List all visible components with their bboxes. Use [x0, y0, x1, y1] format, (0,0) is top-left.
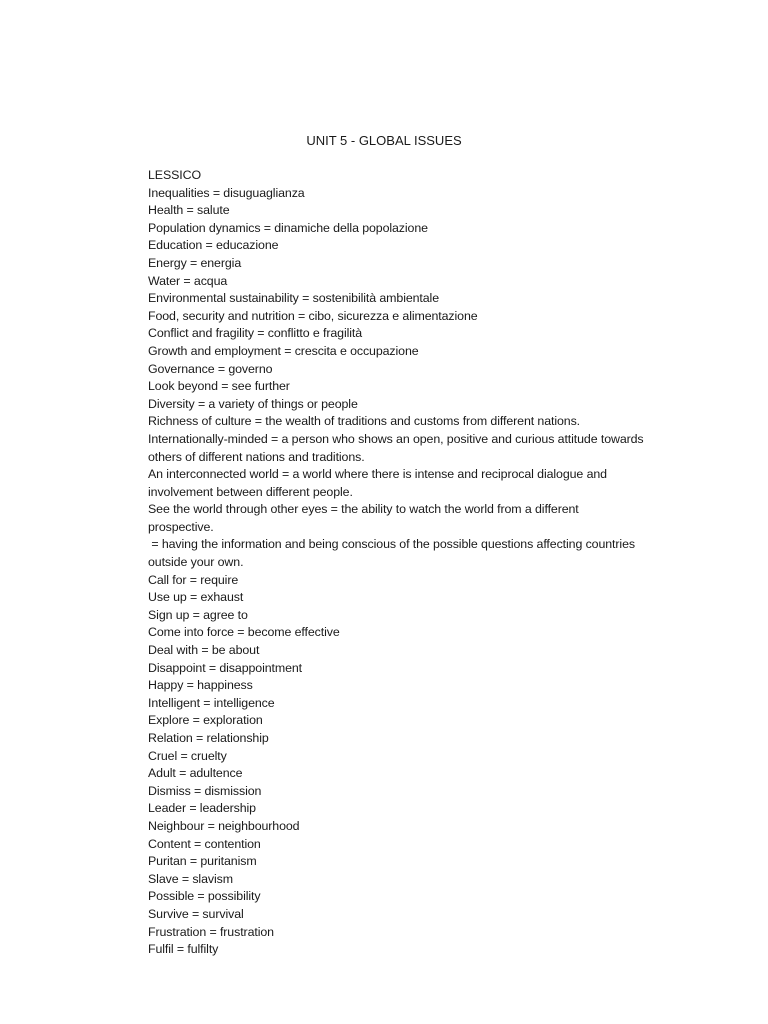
vocab-line: Water = acqua [148, 273, 228, 288]
vocab-line: Explore = exploration [148, 713, 263, 728]
vocab-line: An interconnected world = a world where there is intense and reciprocal dialogue and [148, 467, 607, 482]
vocab-line: = having the information and being conscious of the possible questions affecting countries [148, 537, 635, 552]
vocab-line: Food, security and nutrition = cibo, sicurezza e alimentazione [148, 308, 478, 323]
vocab-line: outside your own. [148, 555, 244, 570]
vocab-line: Puritan = puritanism [148, 854, 257, 869]
vocab-line: Conflict and fragility = conflitto e fragilità [148, 326, 363, 341]
vocab-line: Slave = slavism [148, 871, 233, 886]
vocab-line: Diversity = a variety of things or people [148, 396, 358, 411]
vocab-line: Frustration = frustration [148, 924, 274, 939]
vocab-line: See the world through other eyes = the ability to watch the world from a different [148, 502, 579, 517]
vocab-line: Education = educazione [148, 238, 279, 253]
vocab-line: Happy = happiness [148, 678, 253, 693]
vocab-line: Relation = relationship [148, 731, 269, 745]
vocab-line: Come into force = become effective [148, 625, 340, 640]
vocab-line: Richness of culture = the wealth of traditions and customs from different nations. [148, 414, 581, 429]
vocab-line: prospective. [148, 519, 214, 534]
vocab-line: Environmental sustainability = sostenibilità ambientale [148, 291, 440, 306]
vocab-line: Possible = possibility [148, 889, 261, 904]
vocab-line: Deal with = be about [148, 643, 260, 658]
vocab-line: Population dynamics = dinamiche della popolazione [148, 220, 428, 235]
vocab-line: others of different nations and traditions. [148, 449, 365, 464]
vocabulary-list [148, 167, 668, 959]
vocab-line: involvement between different people. [148, 484, 353, 499]
vocab-line: Look beyond = see further [148, 379, 290, 394]
vocab-line: Dismiss = dismission [148, 783, 262, 798]
vocab-line: Health = salute [148, 203, 230, 218]
vocab-line: Governance = governo [148, 361, 273, 376]
vocab-line: Fulfil = fulfilty [148, 942, 219, 957]
vocab-line: Energy = energia [148, 255, 242, 270]
vocab-line: Leader = leadership [148, 801, 256, 816]
vocab-line: Disappoint = disappointment [148, 660, 303, 675]
vocab-line: Internationally-minded = a person who shows an open, positive and curious attitude towards [148, 431, 644, 446]
vocab-line: Cruel = cruelty [148, 748, 227, 763]
vocab-line: Neighbour = neighbourhood [148, 818, 300, 833]
vocab-line: Adult = adultence [148, 766, 243, 781]
vocab-line: Survive = survival [148, 906, 244, 921]
vocab-line: Inequalities = disuguaglianza [148, 185, 305, 200]
vocab-line: Call for = require [148, 572, 239, 587]
vocab-line: Use up = exhaust [148, 590, 244, 605]
page-title: UNIT 5 - GLOBAL ISSUES [306, 133, 462, 148]
vocab-line: Content = contention [148, 836, 261, 851]
vocab-line: Growth and employment = crescita e occupazione [148, 343, 419, 358]
vocab-line: Sign up = agree to [148, 607, 248, 622]
vocab-line: Intelligent = intelligence [148, 695, 275, 710]
section-heading: LESSICO [148, 168, 202, 182]
